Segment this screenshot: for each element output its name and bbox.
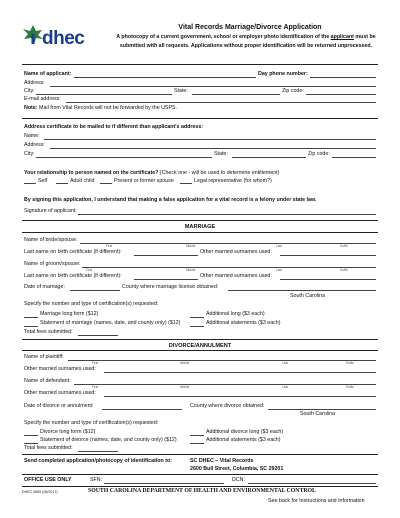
groom-name-label: Name of groom/spouse:	[24, 261, 81, 267]
divorce-additional-statements-qty[interactable]	[190, 443, 204, 444]
mail-city-field[interactable]	[36, 157, 212, 158]
email-field[interactable]	[66, 102, 376, 103]
groom-other-surnames-label: Other married surnames used:	[200, 273, 272, 279]
plaintiff-name-field[interactable]	[68, 360, 376, 361]
divorce-date-field[interactable]	[102, 409, 182, 410]
divorce-long-form-label: Divorce long form ($12)	[40, 429, 96, 435]
mail-name-field[interactable]	[44, 139, 376, 140]
relationship-adult-child-checkbox[interactable]	[56, 183, 68, 184]
marriage-heading: MARRIAGE	[184, 224, 216, 230]
divorce-additional-long-label: Additional divorce long ($3 each)	[206, 429, 284, 435]
marriage-state-note: South Carolina	[290, 293, 326, 299]
email-label: E-mail address:	[24, 96, 61, 102]
send-to-line-1: SC DHEC – Vital Records	[190, 458, 254, 464]
applicant-name-label: Name of applicant:	[24, 71, 72, 77]
back-instructions-note: See back for Instructions and Information	[268, 498, 365, 504]
signature-statement: By signing this application, I understand that making a false application for a vital record is a felony under state law.	[24, 197, 317, 203]
sfn-field[interactable]	[104, 483, 224, 484]
plaintiff-name-label: Name of plaintiff:	[24, 354, 64, 360]
applicant-zip-field[interactable]	[306, 94, 376, 95]
divorce-date-label: Date of divorce or annulment:	[24, 403, 94, 409]
defendant-name-field[interactable]	[74, 384, 376, 385]
groom-name-field[interactable]	[82, 267, 376, 268]
divorce-total-field[interactable]	[78, 451, 118, 452]
id-notice-applicant: applicant	[330, 34, 354, 40]
plaintiff-other-surnames-field[interactable]	[104, 372, 376, 373]
relationship-adult-child-label: Adult child	[70, 178, 95, 184]
dcn-field[interactable]	[248, 483, 376, 484]
defendant-last-sublabel: Last	[282, 385, 289, 389]
note-text: Mail from Vital Records will not be forwarded by the USPS.	[39, 105, 178, 111]
relationship-spouse-checkbox[interactable]	[100, 183, 112, 184]
applicant-address-field[interactable]	[50, 86, 376, 87]
marriage-total-label: Total fees submitted:	[24, 329, 73, 335]
bride-birth-lastname-label: Last name on birth certificate (if different):	[24, 249, 122, 255]
applicant-city-label: City:	[24, 88, 35, 94]
defendant-other-surnames-label: Other married surnames used:	[24, 390, 96, 396]
relationship-legal-rep-label: Legal representative (for whom?)	[194, 178, 272, 184]
divider	[22, 64, 378, 65]
mail-address-label: Address:	[24, 142, 45, 148]
marriage-specify-label: Specify the number and type of certification(s) requested:	[24, 301, 159, 307]
marriage-additional-statements-label: Additional statements ($3 each)	[206, 320, 281, 326]
marriage-total-field[interactable]	[78, 335, 118, 336]
office-use-label: OFFICE USE ONLY	[24, 477, 72, 483]
applicant-address-label: Address:	[24, 80, 45, 86]
groom-last-sublabel: Last	[276, 268, 283, 272]
applicant-city-field[interactable]	[36, 94, 172, 95]
applicant-state-label: State:	[174, 88, 188, 94]
relationship-question-text: Your relationship to person named on the certificate?	[24, 170, 159, 176]
bride-first-sublabel: First	[106, 244, 113, 248]
plaintiff-other-surnames-label: Other married surnames used:	[24, 366, 96, 372]
divorce-statement-qty[interactable]	[24, 443, 38, 444]
applicant-name-field[interactable]	[74, 77, 256, 78]
mail-name-label: Name:	[24, 133, 40, 139]
plaintiff-suffix-sublabel: Suffix	[346, 361, 354, 365]
divider	[22, 486, 378, 487]
divider	[22, 220, 378, 221]
bride-suffix-sublabel: Suffix	[340, 244, 348, 248]
mail-to-heading: Address certificate to be mailed to if different than applicant's address:	[24, 124, 204, 130]
marriage-additional-long-qty[interactable]	[190, 317, 204, 318]
bride-name-label: Name of bride/spouse:	[24, 237, 78, 243]
divorce-county-field[interactable]	[268, 409, 376, 410]
bride-birth-lastname-field[interactable]	[134, 255, 198, 256]
dcn-label: DCN:	[232, 477, 245, 483]
id-notice-part-3: submitted with all requests. Applications without proper identification will be returned unprocessed.	[119, 43, 373, 49]
day-phone-field[interactable]	[310, 77, 376, 78]
bride-middle-sublabel: Middle	[186, 244, 196, 248]
marriage-county-field[interactable]	[228, 290, 376, 291]
defendant-middle-sublabel: Middle	[180, 385, 190, 389]
divorce-state-note: South Carolina	[300, 411, 336, 417]
sfn-label: SFN:	[90, 477, 103, 483]
marriage-long-form-qty[interactable]	[24, 317, 38, 318]
bride-other-surnames-field[interactable]	[280, 255, 376, 256]
divider	[22, 350, 378, 351]
mail-zip-field[interactable]	[332, 157, 376, 158]
divider	[22, 339, 378, 340]
divorce-statement-label: Statement of divorce (names, date, and county only) ($12)	[40, 437, 177, 443]
signature-label: Signature of applicant:	[24, 208, 77, 214]
divorce-county-label: County where divorce obtained:	[190, 403, 265, 409]
mail-state-label: State:	[214, 151, 228, 157]
marriage-statement-qty[interactable]	[24, 326, 38, 327]
marriage-county-label: County where marriage license obtained:	[122, 284, 219, 290]
defendant-suffix-sublabel: Suffix	[346, 385, 354, 389]
divider	[22, 232, 378, 233]
department-name: SOUTH CAROLINA DEPARTMENT OF HEALTH AND ENVIRONMENTAL CONTROL	[88, 488, 316, 494]
send-to-line-2: 2600 Bull Street, Columbia, SC 29201	[190, 466, 284, 472]
groom-first-sublabel: First	[86, 268, 93, 272]
relationship-spouse-label: Present or former spouse	[114, 178, 174, 184]
mail-zip-label: Zip code:	[308, 151, 330, 157]
mail-address-field[interactable]	[50, 148, 376, 149]
divider	[22, 454, 378, 455]
groom-birth-lastname-label: Last name on birth certificate (if different):	[24, 273, 122, 279]
plaintiff-first-sublabel: First	[92, 361, 99, 365]
divorce-long-form-qty[interactable]	[24, 435, 38, 436]
id-notice-part-1: A photocopy of a current government, school or employer photo identification of the	[116, 34, 330, 40]
marriage-date-label: Date of marriage:	[24, 284, 65, 290]
form-title: Vital Records Marriage/Divorce Application	[178, 24, 322, 31]
bride-name-field[interactable]	[80, 243, 376, 244]
groom-other-surnames-field[interactable]	[280, 279, 376, 280]
divorce-total-label: Total fees submitted:	[24, 445, 73, 451]
send-to-label: Send completed application/photocopy of identification to:	[24, 458, 173, 464]
note-label: Note:	[24, 105, 38, 111]
signature-field[interactable]	[78, 214, 376, 215]
divider	[22, 474, 378, 475]
palmetto-logo-icon	[22, 24, 44, 46]
defendant-first-sublabel: First	[92, 385, 99, 389]
applicant-state-field[interactable]	[192, 94, 280, 95]
relationship-instruction: (Check one - will be used to determine entitlement)	[159, 170, 280, 176]
bride-last-sublabel: Last	[276, 244, 283, 248]
plaintiff-last-sublabel: Last	[282, 361, 289, 365]
groom-middle-sublabel: Middle	[186, 268, 196, 272]
relationship-self-checkbox[interactable]	[24, 183, 36, 184]
form-number: DHEC 0659 (06/2017)	[22, 490, 58, 494]
relationship-legal-rep-checkbox[interactable]	[180, 183, 192, 184]
plaintiff-middle-sublabel: Middle	[180, 361, 190, 365]
groom-birth-lastname-field[interactable]	[134, 279, 198, 280]
mail-state-field[interactable]	[232, 157, 306, 158]
relationship-question	[24, 170, 279, 176]
divorce-additional-statements-label: Additional statements ($3 each)	[206, 437, 281, 443]
divider	[22, 118, 378, 119]
applicant-zip-label: Zip code:	[282, 88, 304, 94]
defendant-other-surnames-field[interactable]	[104, 396, 376, 397]
divorce-heading: DIVORCE/ANNULMENT	[168, 343, 232, 349]
marriage-date-field[interactable]	[70, 290, 120, 291]
defendant-name-label: Name of defendant:	[24, 378, 71, 384]
marriage-statement-label: Statement of marriage (names, date, and county only) ($12)	[40, 320, 181, 326]
day-phone-label: Day phone number:	[258, 71, 308, 77]
marriage-long-form-label: Marriage long form ($12)	[40, 311, 99, 317]
groom-suffix-sublabel: Suffix	[340, 268, 348, 272]
id-notice	[112, 33, 380, 51]
mail-city-label: City:	[24, 151, 35, 157]
uspd-note	[24, 105, 177, 111]
divorce-specify-label: Specify the number and type of certification(s) requested:	[24, 420, 159, 426]
dhec-logo	[22, 22, 84, 52]
marriage-additional-long-label: Additional long ($3 each)	[206, 311, 265, 317]
bride-other-surnames-label: Other married surnames used:	[200, 249, 272, 255]
relationship-self-label: Self	[38, 178, 48, 184]
divorce-additional-long-qty[interactable]	[190, 435, 204, 436]
id-notice-part-2: must be	[355, 34, 376, 40]
logo-text: dhec	[42, 28, 85, 49]
marriage-additional-statements-qty[interactable]	[190, 326, 204, 327]
